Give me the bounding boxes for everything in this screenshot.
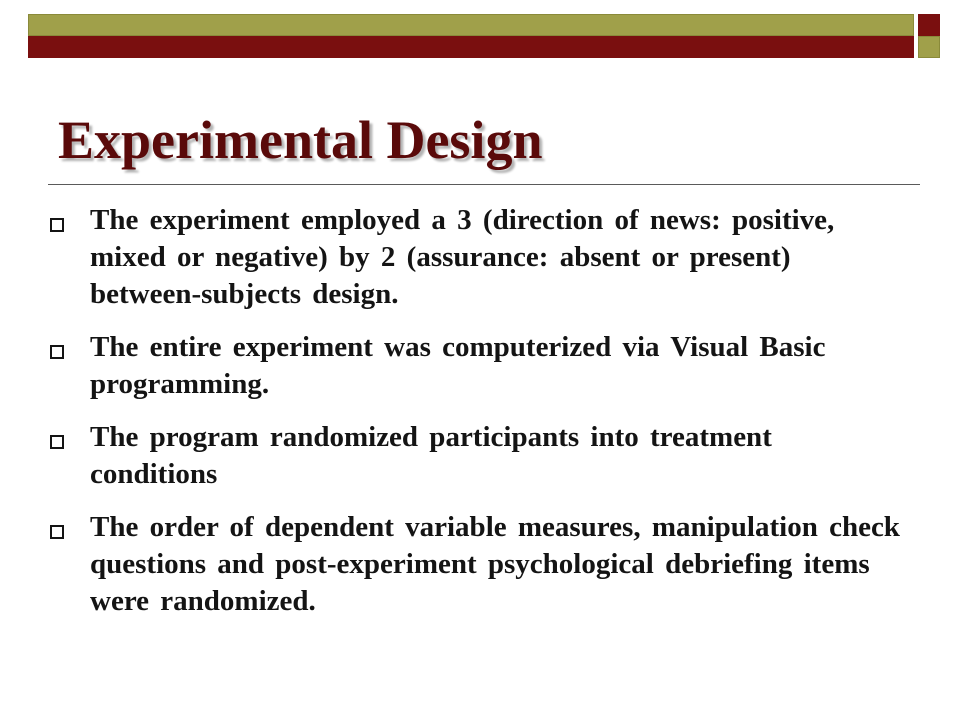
bullet-text: The entire experiment was computerized via Visual Basic programming. — [90, 331, 826, 400]
bullet-text: The experiment employed a 3 (direction of news: positive, mixed or negative) by 2 (assurance: absent or present) between-subjects design. — [90, 204, 835, 310]
slide-title: Experimental Design — [58, 110, 543, 170]
bullet-text: The program randomized participants into treatment conditions — [90, 421, 772, 490]
olive-stripe — [28, 14, 914, 36]
hollow-square-icon — [50, 218, 64, 232]
corner-olive-block — [918, 36, 940, 58]
top-decorative-bar — [28, 14, 914, 58]
bullet-list — [48, 202, 908, 636]
hollow-square-icon — [50, 345, 64, 359]
maroon-stripe — [28, 36, 914, 58]
title-divider — [48, 184, 920, 185]
bullet-item — [48, 329, 908, 403]
corner-maroon-block — [918, 14, 940, 36]
bullet-text: The order of dependent variable measures, manipulation check questions and post-experiment psychological debriefing items were randomized. — [90, 511, 900, 617]
hollow-square-icon — [50, 525, 64, 539]
bullet-item — [48, 419, 908, 493]
bullet-item — [48, 202, 908, 313]
corner-decoration — [918, 14, 940, 58]
bullet-item — [48, 509, 908, 620]
hollow-square-icon — [50, 435, 64, 449]
